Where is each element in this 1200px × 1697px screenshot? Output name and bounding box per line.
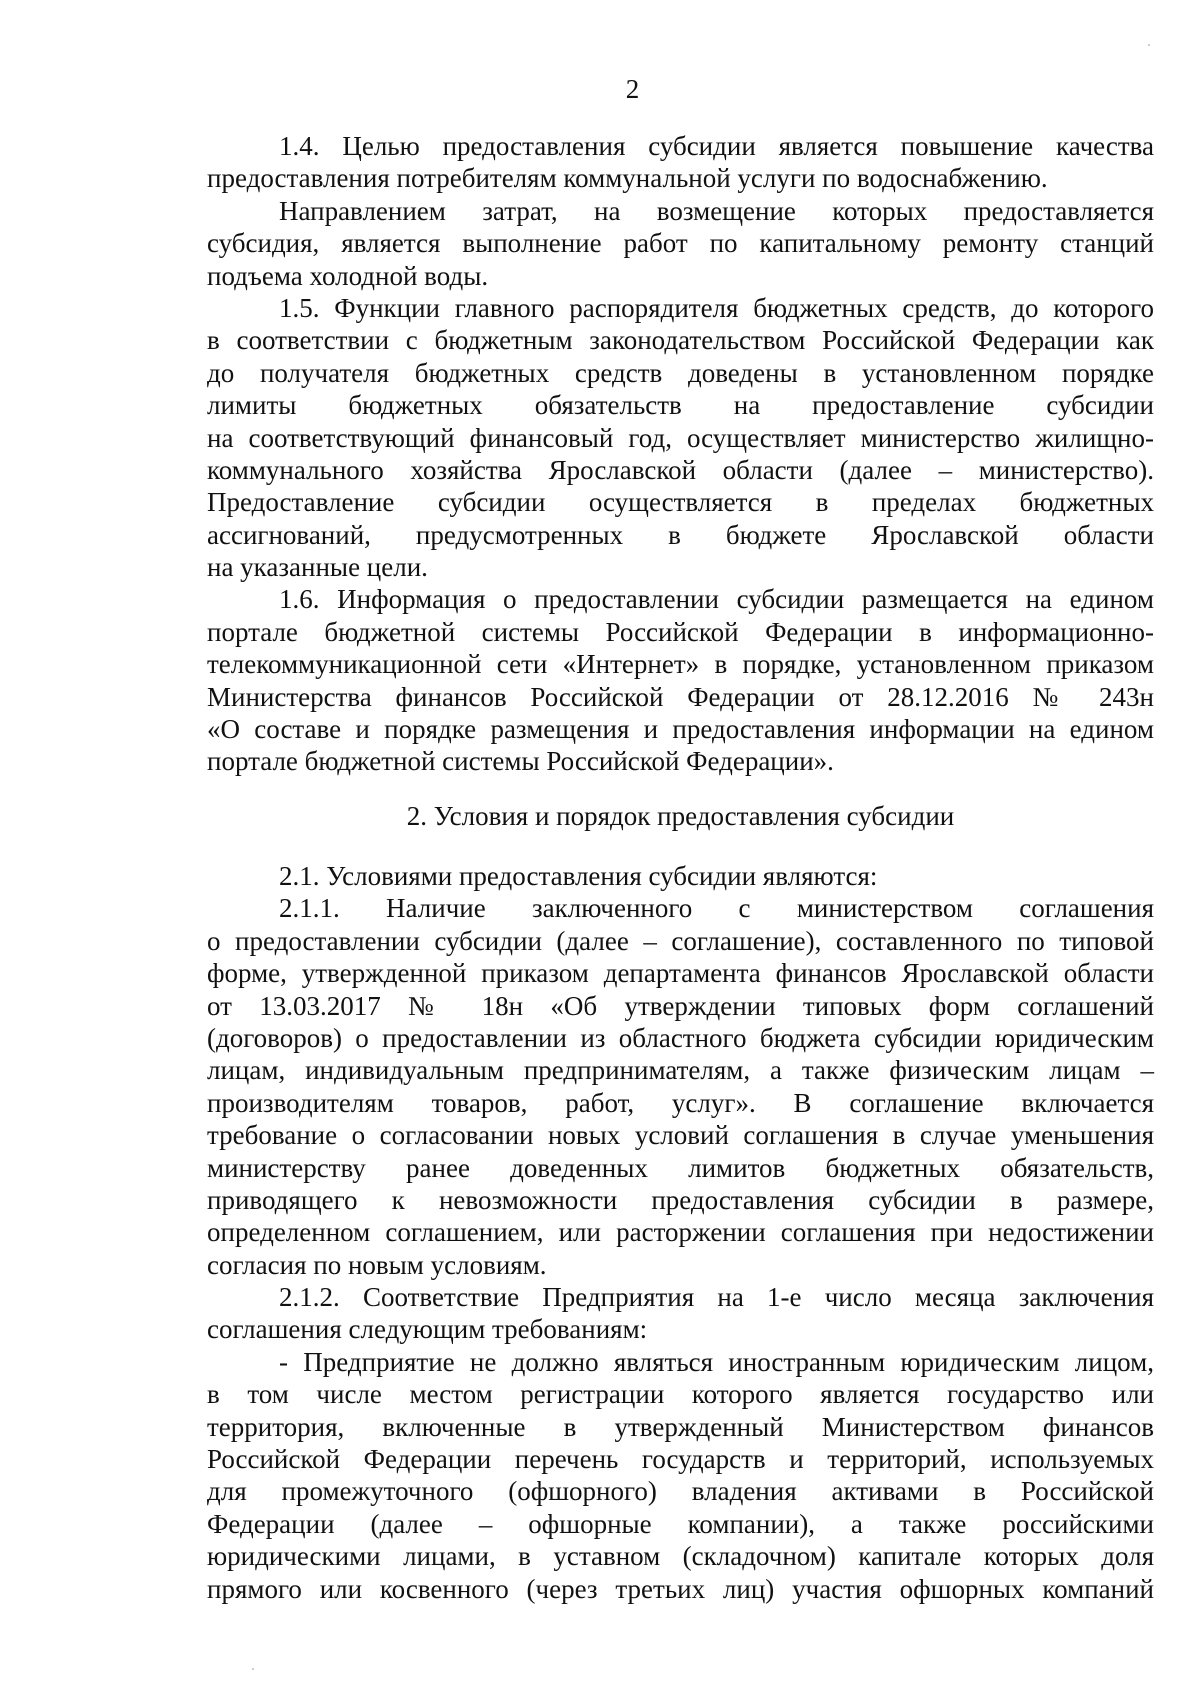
- paragraph-line: 2.1.2. Соответствие Предприятия на 1-е число месяца заключения: [279, 1282, 1154, 1313]
- paragraph-line: 2.1. Условиями предоставления субсидии являются:: [279, 861, 878, 891]
- paragraph-line: телекоммуникационной сети «Интернет» в порядке, установленном приказом: [207, 649, 1154, 680]
- paragraph-line: субсидия, является выполнение работ по капитальному ремонту станций: [207, 228, 1154, 259]
- paragraph-line: (договоров) о предоставлении из областного бюджета субсидии юридическим: [207, 1022, 1154, 1053]
- paragraph-line: «О составе и порядке размещения и предоставления информации на едином: [207, 714, 1154, 745]
- paragraph-line: министерству ранее доведенных лимитов бюджетных обязательств,: [207, 1152, 1154, 1183]
- paragraph-line: на указанные цели.: [207, 552, 428, 583]
- section-heading: 2. Условия и порядок предоставления субсидии: [406, 801, 955, 831]
- paragraph-line: подъема холодной воды.: [207, 260, 489, 291]
- scan-speck: [1148, 44, 1150, 46]
- paragraph-line: лимиты бюджетных обязательств на предоставление субсидии: [207, 390, 1154, 421]
- paragraph-line: до получателя бюджетных средств доведены в установленном порядке: [207, 357, 1154, 388]
- paragraph-line: для промежуточного (офшорного) владения активами в Российской: [207, 1476, 1154, 1507]
- paragraph-line: портале бюджетной системы Российской Федерации в информационно-: [207, 616, 1154, 647]
- paragraph-line: предоставления потребителям коммунальной услуги по водоснабжению.: [207, 163, 1048, 194]
- paragraph-line: требование о согласовании новых условий соглашения в случае уменьшения: [207, 1120, 1154, 1151]
- paragraph-line: определенном соглашением, или расторжении соглашения при недостижении: [207, 1217, 1154, 1248]
- paragraph-line: коммунального хозяйства Ярославской области (далее – министерство).: [207, 454, 1154, 485]
- paragraph-line: от 13.03.2017 № 18н «Об утверждении типовых форм соглашений: [207, 990, 1154, 1021]
- paragraph-line: приводящего к невозможности предоставления субсидии в размере,: [207, 1184, 1154, 1215]
- paragraph-line: в соответствии с бюджетным законодательством Российской Федерации как: [207, 325, 1154, 356]
- paragraph-line: соглашения следующим требованиям:: [207, 1314, 648, 1345]
- paragraph-line: юридическими лицами, в уставном (складочном) капитале которых доля: [207, 1541, 1154, 1572]
- text-block-section-1: [207, 130, 1154, 778]
- paragraph-line: портале бюджетной системы Российской Федерации».: [207, 746, 834, 777]
- page-number: 2: [625, 74, 640, 104]
- paragraph-line: 1.5. Функции главного распорядителя бюджетных средств, до которого: [279, 292, 1154, 323]
- paragraph-line: 1.6. Информация о предоставлении субсидии размещается на едином: [279, 584, 1154, 615]
- paragraph-line: производителям товаров, работ, услуг». В соглашение включается: [207, 1087, 1154, 1118]
- paragraph-line: Федерации (далее – офшорные компании), а также российскими: [207, 1508, 1154, 1539]
- paragraph-line: лицам, индивидуальным предпринимателям, а также физическим лицам –: [207, 1055, 1154, 1086]
- paragraph-line: 2.1.1. Наличие заключенного с министерством соглашения: [279, 893, 1154, 924]
- text-block-section-2: [207, 860, 1154, 1605]
- paragraph-line: ассигнований, предусмотренных в бюджете Ярославской области: [207, 519, 1154, 550]
- paragraph-line: на соответствующий финансовый год, осуществляет министерство жилищно-: [207, 422, 1154, 453]
- paragraph-line: - Предприятие не должно являться иностранным юридическим лицом,: [279, 1346, 1154, 1377]
- paragraph-line: 1.4. Целью предоставления субсидии является повышение качества: [279, 131, 1154, 161]
- paragraph-line: Российской Федерации перечень государств и территорий, используемых: [207, 1444, 1154, 1475]
- paragraph-line: Министерства финансов Российской Федерации от 28.12.2016 № 243н: [207, 681, 1154, 712]
- scan-speck: [252, 1668, 254, 1670]
- paragraph-line: Предоставление субсидии осуществляется в пределах бюджетных: [207, 487, 1154, 518]
- paragraph-line: согласия по новым условиям.: [207, 1249, 547, 1280]
- paragraph-line: прямого или косвенного (через третьих лиц) участия офшорных компаний: [207, 1573, 1154, 1604]
- paragraph-line: о предоставлении субсидии (далее – соглашение), составленного по типовой: [207, 925, 1154, 956]
- paragraph-line: территория, включенные в утвержденный Министерством финансов: [207, 1411, 1154, 1442]
- paragraph-line: в том числе местом регистрации которого является государство или: [207, 1379, 1154, 1410]
- paragraph-line: форме, утвержденной приказом департамента финансов Ярославской области: [207, 958, 1154, 989]
- paragraph-line: Направлением затрат, на возмещение которых предоставляется: [279, 195, 1154, 226]
